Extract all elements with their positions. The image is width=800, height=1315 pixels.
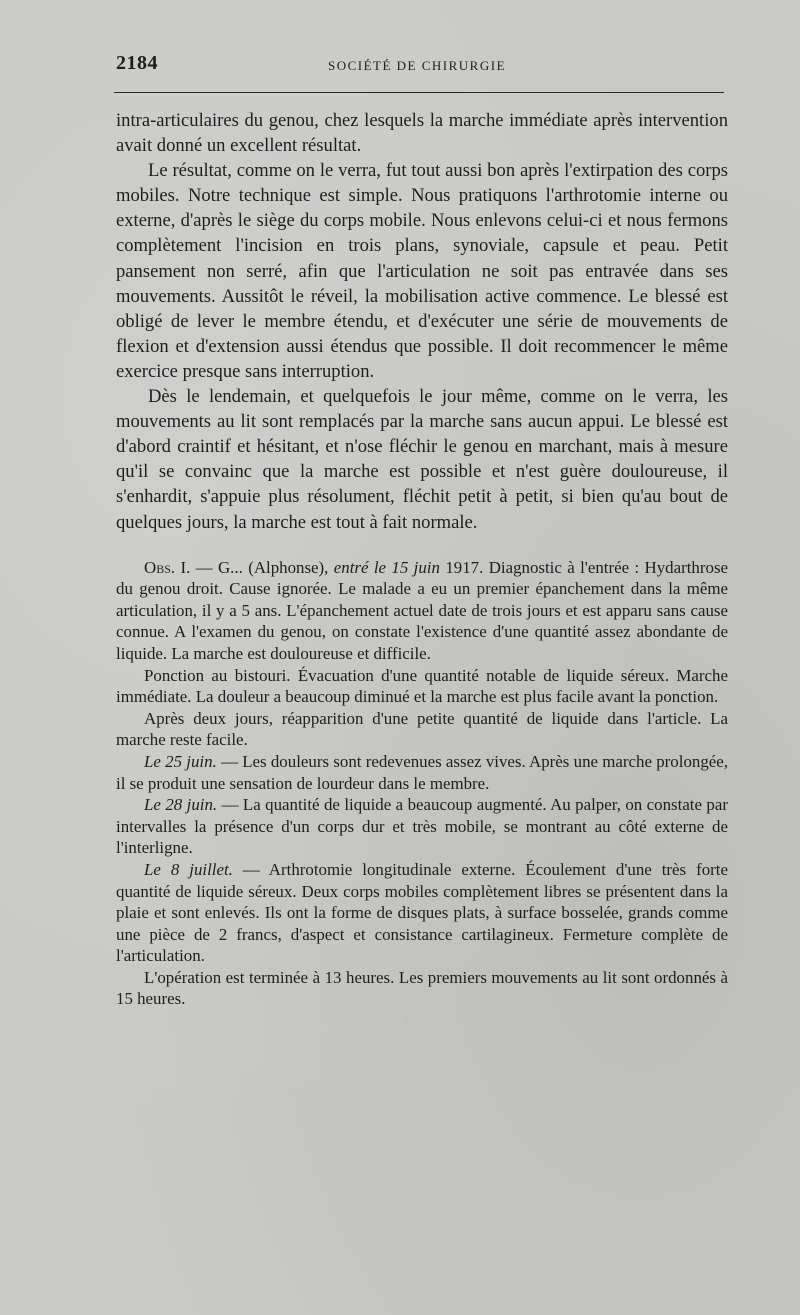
observation-paragraph: Le 28 juin. — La quantité de liquide a beaucoup augmenté. Au palper, on constate par intervalles la présence d'un corps dur et très mobile, se montrant au côté externe de l'interligne. (116, 795, 728, 858)
body-text (116, 108, 728, 1010)
journal-title: SOCIÉTÉ DE CHIRURGIE (327, 58, 507, 73)
observation-entry-date: entré le 15 juin (333, 557, 440, 577)
observation-diagnosis: 1917. Diagnostic à l'entrée : Hydarthrose du genou droit. Cause ignorée. Le malade a eu un premier épanchement dans la même articulation, il y a 5 ans. L'épanchement actuel date de trois jours et est apparu sans cause connue. A l'examen du genou, on constate l'existence d'une quantité assez abondante de liquide. La marche est douloureuse et difficile. (116, 557, 729, 663)
paragraph: Le résultat, comme on le verra, fut tout aussi bon après l'extirpation des corps mobiles. Notre technique est simple. Nous pratiquons l'arthrotomie interne ou externe, d'après le siège du corps mobile. Nous enlevons celui-ci et nous fermons complètement l'incision en trois plans, synoviale, capsule et peau. Petit pansement non serré, afin que l'articulation ne soit pas entravée dans ses mouvements. Aussitôt le réveil, la mobilisation active commence. Le blessé est obligé de lever le membre étendu, et d'exécuter une série de mouvements de flexion et d'extension aussi étendus que possible. Il doit recommencer le même exercice presque sans interruption. (116, 160, 728, 382)
main-text (116, 108, 728, 535)
paragraph: Dès le lendemain, et quelquefois le jour même, comme on le verra, les mouvements au lit sont remplacés par la marche sans aucun appui. Le blessé est d'abord craintif et hésitant, et n'ose fléchir le genou en marchant, mais à mesure qu'il se convainc que la marche est possible et n'est guère douloureuse, il s'enhardit, s'appuie plus résolument, fléchit petit à petit, si bien qu'au bout de quelques jours, la marche est tout à fait normale. (116, 386, 728, 533)
running-head (110, 52, 724, 76)
observation-patient: — G... (Alphonse), (190, 557, 334, 577)
observation-label: Obs. I. (144, 557, 191, 577)
observation-paragraph (116, 557, 728, 665)
observation-date: Le 28 juin. (144, 795, 218, 815)
observation-paragraph: Ponction au bistouri. Évacuation d'une quantité notable de liquide séreux. Marche immédiate. La douleur a beaucoup diminué et la marche est plus facile avant la ponction. (116, 665, 728, 707)
observation (116, 557, 728, 1010)
observation-date: Le 8 juillet. (144, 859, 233, 879)
page-number: 2184 (116, 52, 158, 74)
observation-paragraph: L'opération est terminée à 13 heures. Les premiers mouvements au lit sont ordonnés à 15 heures. (116, 967, 728, 1009)
observation-paragraph: Après deux jours, réapparition d'une petite quantité de liquide dans l'article. La marche reste facile. (116, 708, 728, 750)
paragraph: intra-articulaires du genou, chez lesquels la marche immédiate après intervention avait donné un excellent résultat. (116, 110, 728, 157)
observation-paragraph: Le 8 juillet. — Arthrotomie longitudinale externe. Écoulement d'une très forte quantité de liquide séreux. Deux corps mobiles complètement libres se présentent dans la plaie et sont enlevés. Ils ont la forme de disques plats, à surface bosselée, grands comme une pièce de 2 francs, d'aspect et consistance cartilagineux. Fermeture complète de l'articulation. (116, 859, 728, 966)
observation-paragraph: Le 25 juin. — Les douleurs sont redevenues assez vives. Après une marche prolongée, il se produit une sensation de lourdeur dans le membre. (116, 751, 728, 793)
observation-date: Le 25 juin. (144, 751, 217, 771)
header-rule (114, 92, 724, 93)
